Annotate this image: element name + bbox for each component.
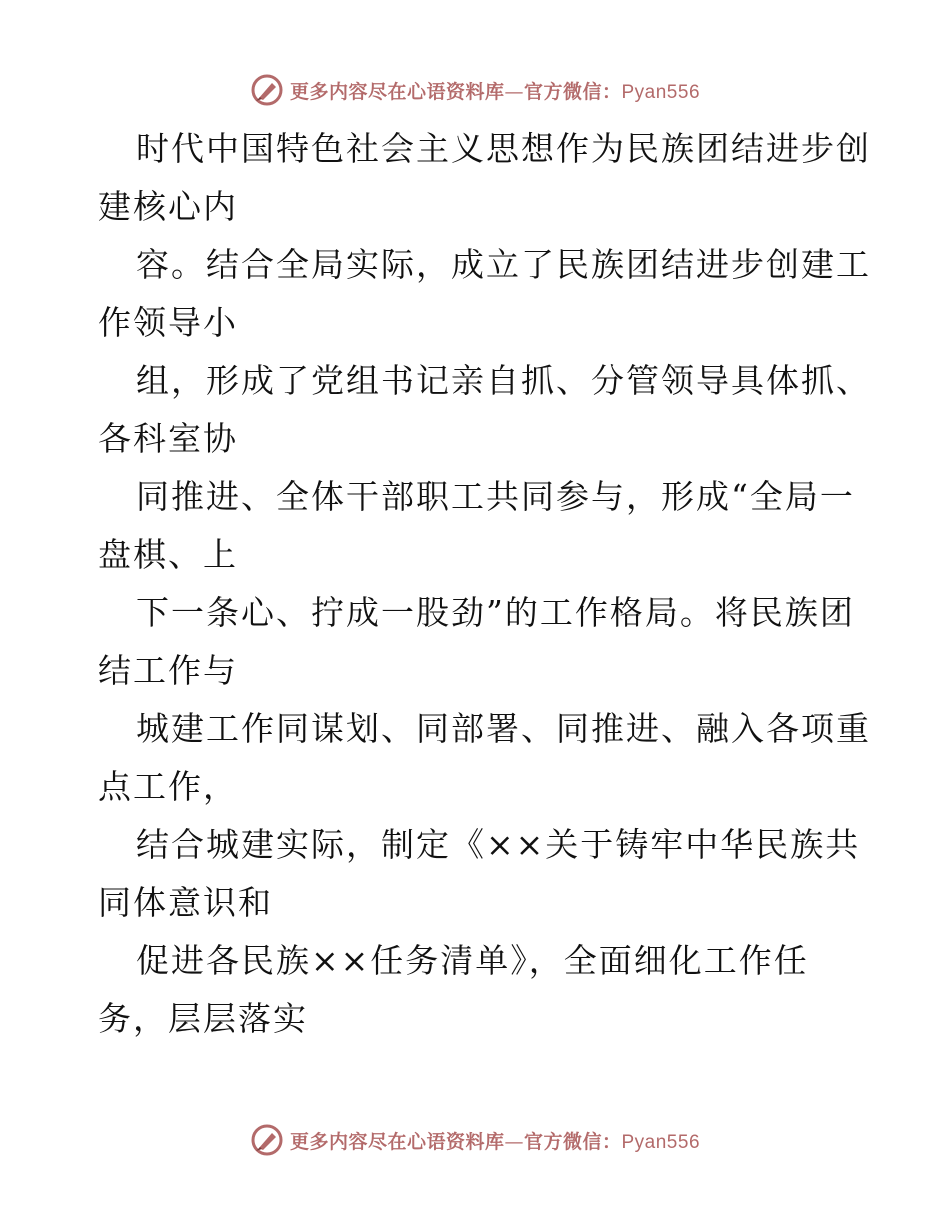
text-line: 结工作与 — [98, 651, 238, 690]
footer-banner-inner — [250, 1123, 700, 1157]
text-line: 时代中国特色社会主义思想作为民族团结进步创 — [136, 129, 871, 168]
text-line: 务，层层落实 — [98, 999, 308, 1038]
text-line: 组，形成了党组书记亲自抓、分管领导具体抓、 — [136, 361, 871, 400]
text-line: 点工作， — [98, 767, 238, 806]
wechat-label: 官方微信： — [523, 80, 622, 103]
text-line: 作领导小 — [98, 303, 238, 342]
text-line: 各科室协 — [98, 419, 238, 458]
pen-circle-logo-icon — [250, 1123, 284, 1157]
wechat-id: Pyan556 — [621, 81, 701, 103]
wechat-label: 官方微信： — [523, 1130, 622, 1153]
banner-separator: — — [504, 80, 524, 103]
pen-circle-logo-icon — [250, 73, 284, 107]
text-line: 结合城建实际，制定《××关于铸牢中华民族共 — [136, 825, 861, 864]
footer-banner-text — [290, 1127, 700, 1154]
text-line: 促进各民族××任务清单》，全面细化工作任 — [136, 941, 809, 980]
footer-banner — [0, 1120, 950, 1160]
document-body — [98, 120, 871, 1048]
text-line: 建核心内 — [98, 187, 238, 226]
text-line: 同体意识和 — [98, 883, 273, 922]
text-line: 下一条心、拧成一股劲”的工作格局。将民族团 — [136, 593, 855, 632]
header-banner-inner — [250, 73, 700, 107]
text-line: 容。结合全局实际，成立了民族团结进步创建工 — [136, 245, 871, 284]
wechat-id: Pyan556 — [621, 1131, 701, 1153]
brand-text: 更多内容尽在心语资料库 — [289, 80, 505, 103]
banner-separator: — — [504, 1130, 524, 1153]
text-line: 盘棋、上 — [98, 535, 238, 574]
header-banner — [0, 70, 950, 110]
brand-text: 更多内容尽在心语资料库 — [289, 1130, 505, 1153]
header-banner-text — [290, 77, 700, 104]
text-line: 同推进、全体干部职工共同参与，形成“全局一 — [136, 477, 855, 516]
text-line: 城建工作同谋划、同部署、同推进、融入各项重 — [136, 709, 871, 748]
